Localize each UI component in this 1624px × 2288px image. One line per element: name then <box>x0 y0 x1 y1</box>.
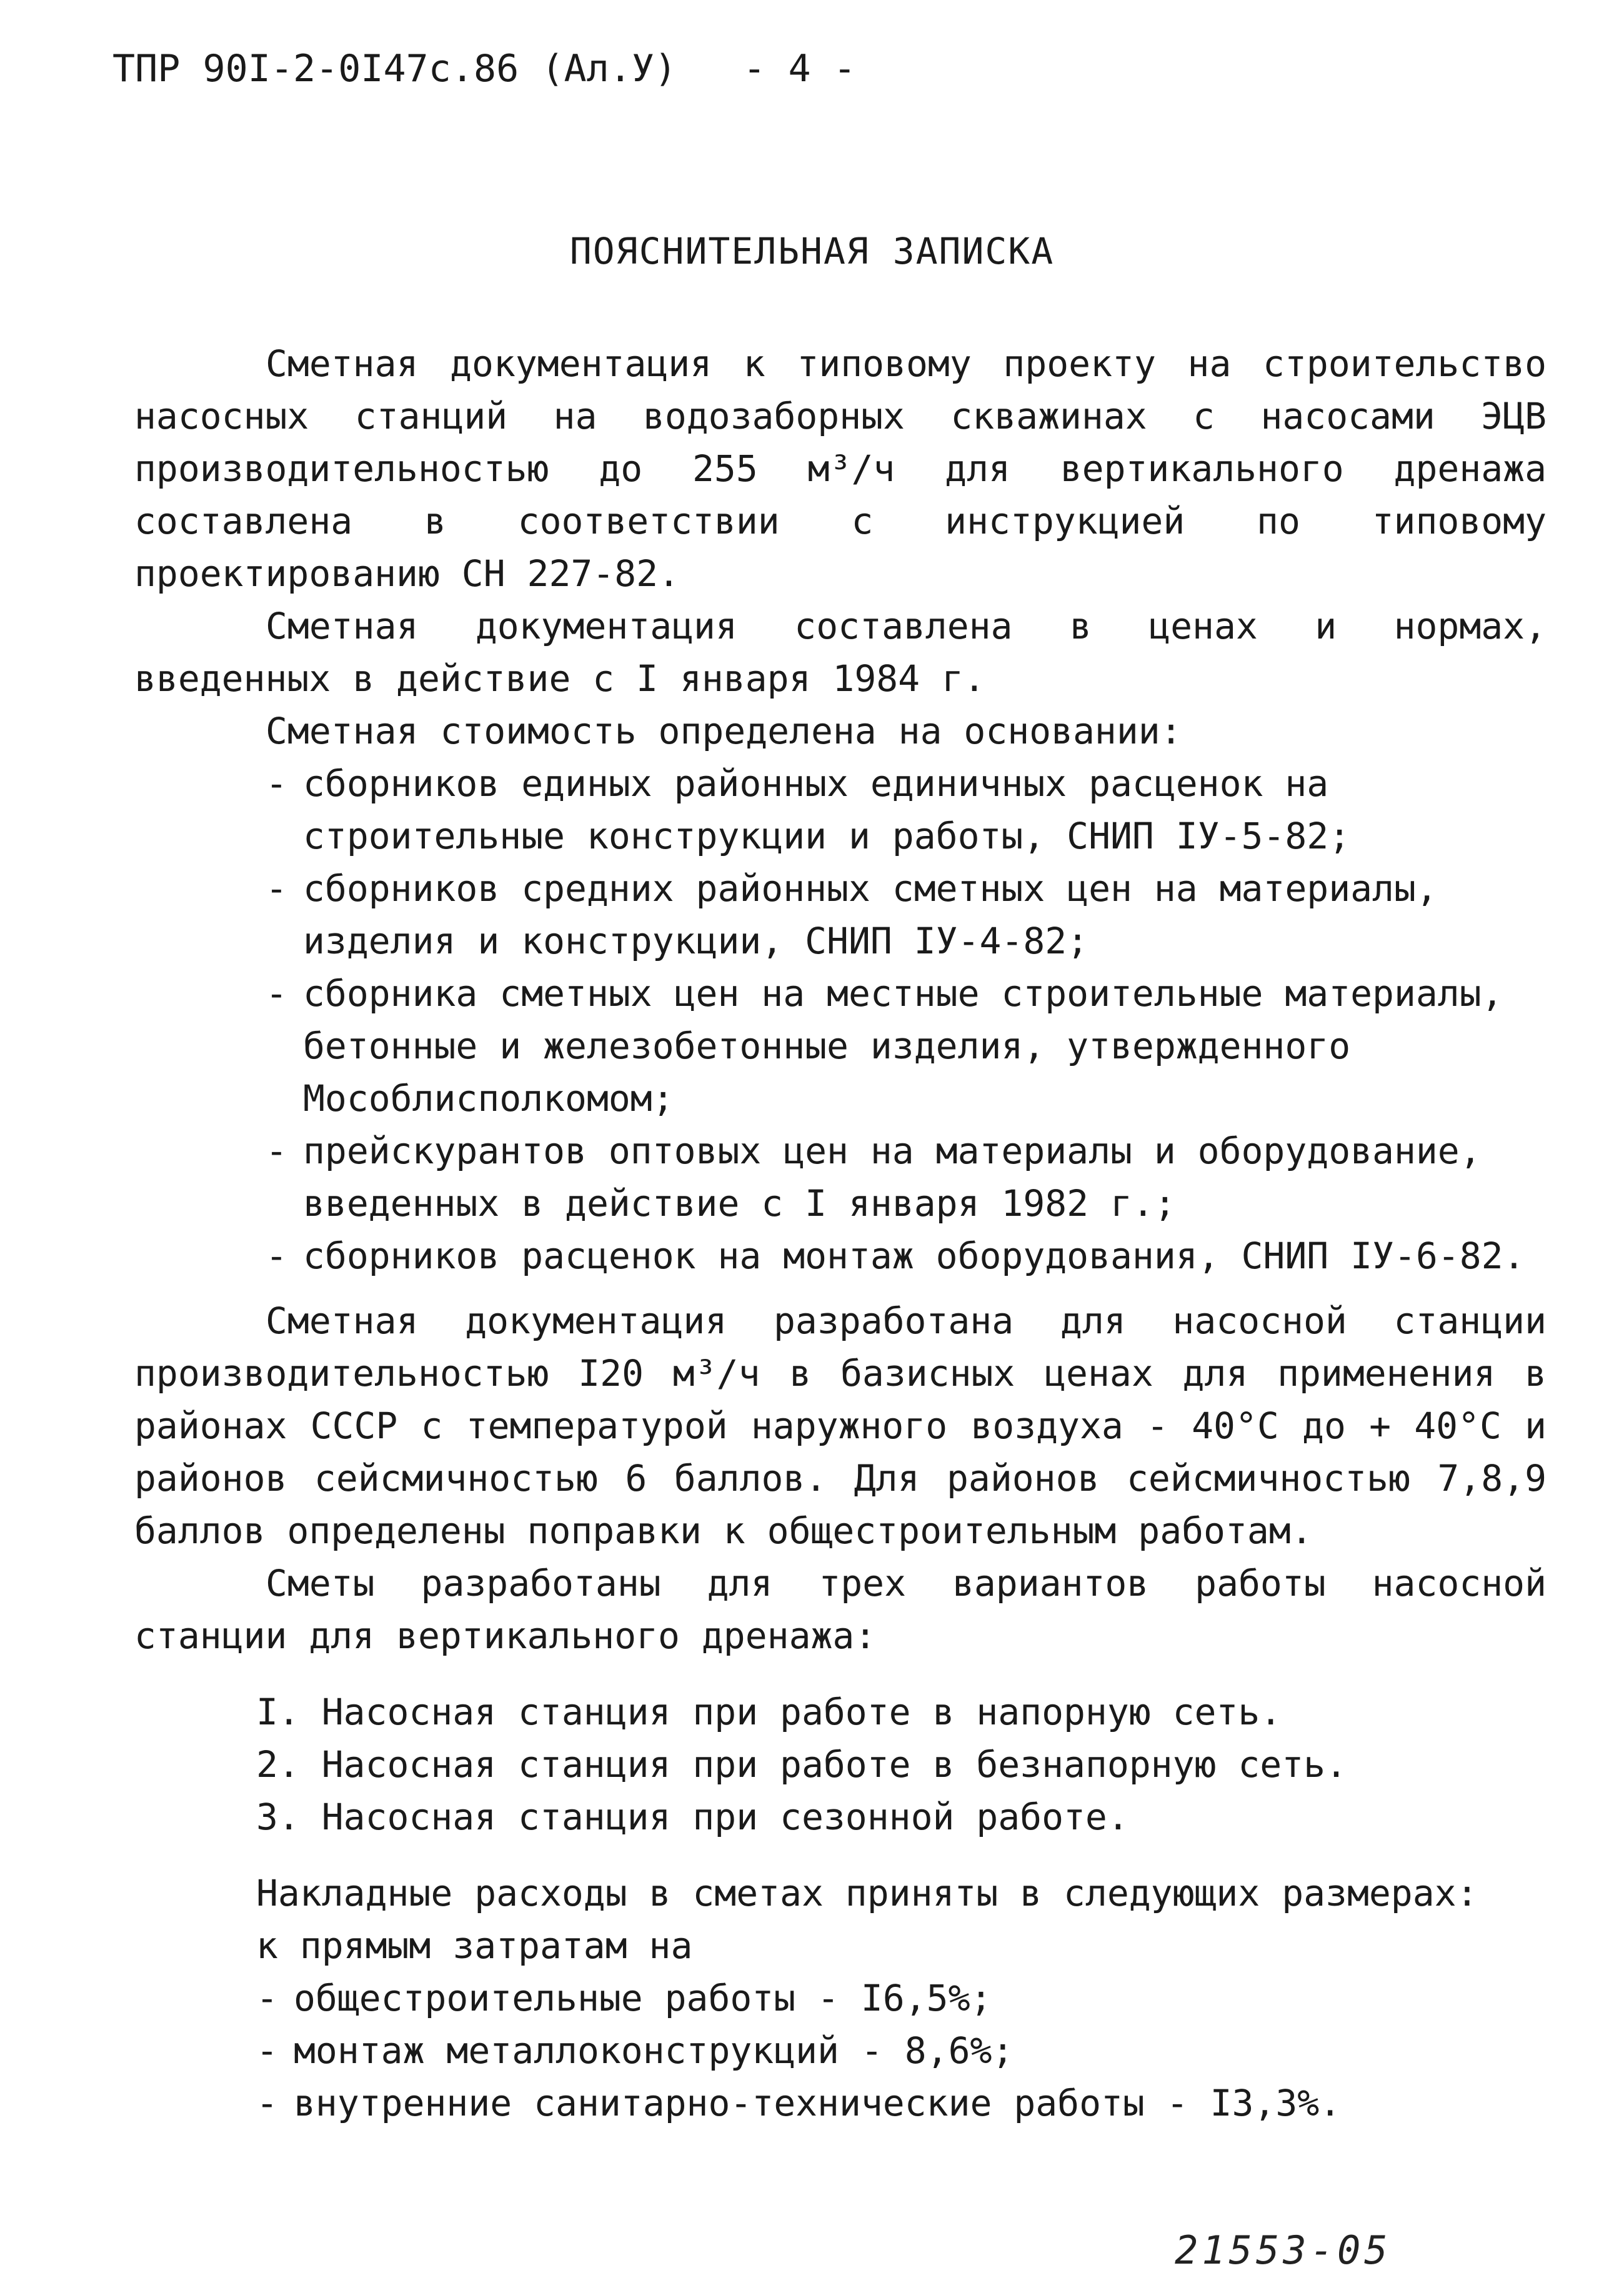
page-title: ПОЯСНИТЕЛЬНАЯ ЗАПИСКА <box>569 230 1055 272</box>
overhead-list <box>134 1972 1547 2129</box>
list-item: - сборников средних районных сметных цен на материалы, изделия и конструкции, СНИП IУ-4-82; <box>266 862 1547 967</box>
page-number: - 4 - <box>743 47 856 91</box>
variants-list <box>134 1686 1547 1843</box>
list-item: - прейскурантов оптовых цен на материалы и оборудование, введенных в действие с I января 1982 г.; <box>266 1125 1547 1230</box>
document-body <box>134 337 1547 2129</box>
overhead-lead: Накладные расходы в сметах приняты в следующих размерах: <box>256 1872 1478 1914</box>
spacer <box>134 1662 1547 1686</box>
spacer <box>134 1282 1547 1295</box>
list-item: I. Насосная станция при работе в напорную сеть. <box>256 1691 1282 1733</box>
paragraph-basis-lead: Сметная стоимость определена на основании: <box>266 710 1182 752</box>
paragraph-prices: Сметная документация составлена в ценах и нормах, введенных в действие с I января 1984 г. <box>134 605 1547 700</box>
paragraph-variants-lead: Сметы разработаны для трех вариантов работы насосной станции для вертикального дренажа: <box>134 1562 1547 1657</box>
list-item: 2. Насосная станция при работе в безнапорную сеть. <box>256 1743 1347 1786</box>
page-header <box>112 42 856 95</box>
spacer <box>134 1843 1547 1867</box>
list-item: - сборников расценок на монтаж оборудования, СНИП IУ-6-82. <box>266 1230 1547 1282</box>
document-code: ТПР 90I-2-0I47с.86 (Ал.У) <box>112 47 677 91</box>
paragraph-capacity: Сметная документация разработана для насосной станции производительностью I20 м³/ч в базисных ценах для применения в районах СССР с температурой наружного воздуха - 40°С до + 40°С и районов сейсмичностью 6 баллов. Для районов сейсмичностью 7,8,9 баллов определены поправки к общестроительным работам. <box>134 1300 1547 1552</box>
list-item: 3. Насосная станция при сезонной работе. <box>256 1796 1129 1838</box>
overhead-sublead: к прямым затратам на <box>256 1924 693 1967</box>
footer-stamp: 21553-05 <box>1175 2227 1392 2273</box>
list-item: - сборников единых районных единичных расценок на строительные конструкции и работы, СНИП IУ-5-82; <box>266 757 1547 862</box>
list-item: - общестроительные работы - I6,5%; <box>256 1972 1547 2024</box>
list-item: - монтаж металлоконструкций - 8,6%; <box>256 2024 1547 2077</box>
paragraph-intro: Сметная документация к типовому проекту на строительство насосных станций на водозаборных скважинах с насосами ЭЦВ производительностью до 255 м³/ч для вертикального дренажа составлена в соответствии с инструкцией по типовому проектированию СН 227-82. <box>134 342 1547 595</box>
list-item: - внутренние санитарно-технические работы - I3,3%. <box>256 2077 1547 2129</box>
list-item: - сборника сметных цен на местные строительные материалы, бетонные и железобетонные изделия, утвержденного Мособлисполкомом; <box>266 967 1547 1125</box>
basis-list <box>134 757 1547 1282</box>
